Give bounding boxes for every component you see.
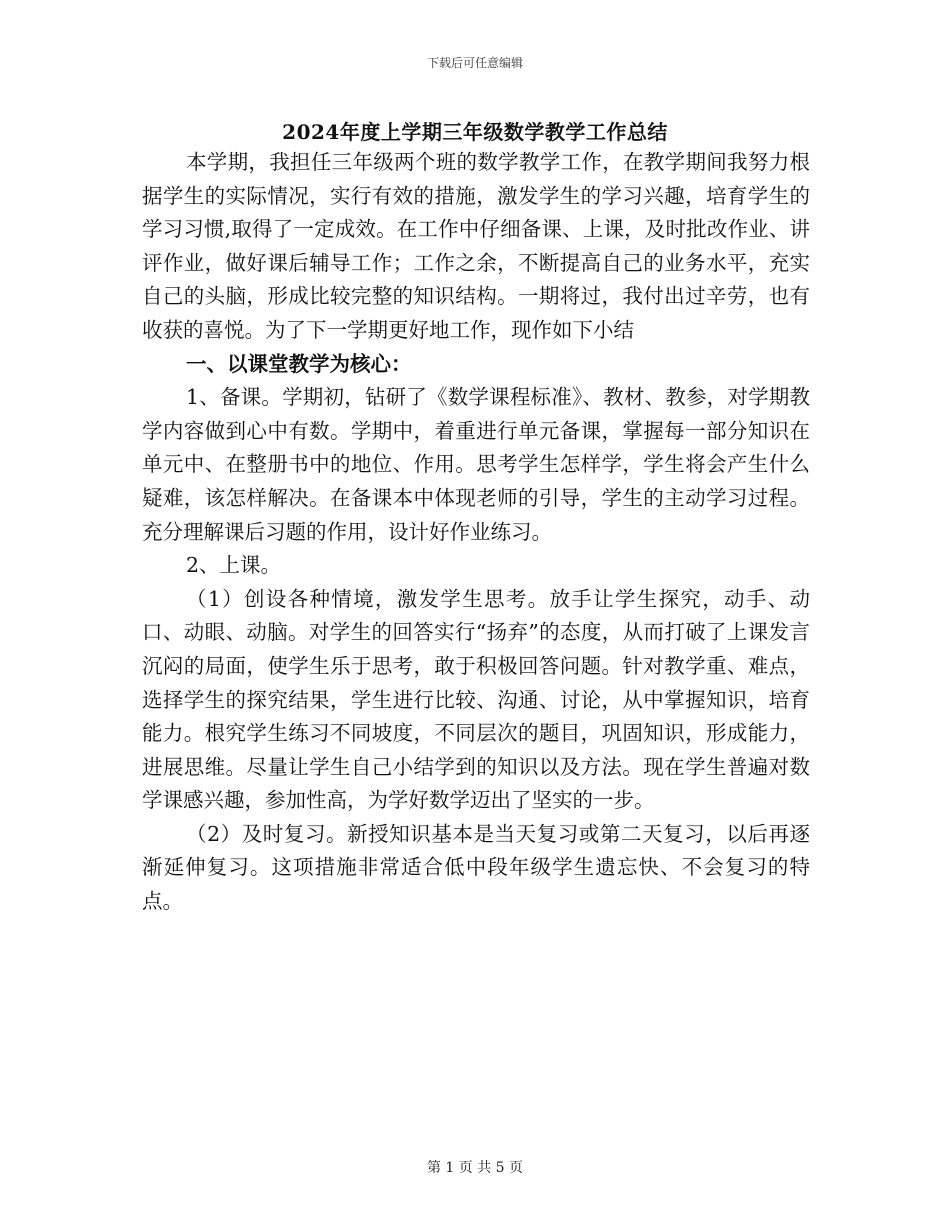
intro-paragraph: 本学期，我担任三年级两个班的数学教学工作，在教学期间我努力根据学生的实际情况，实行有效的措施，激发学生的学习兴趣，培育学生的学习习惯,取得了一定成效。在工作中仔细备课、上课，及时批改作业、讲评作业，做好课后辅导工作；工作之余，不断提高自己的业务水平，充实自己的头脑，形成比较完整的知识结构。一期将过，我付出过辛劳，也有收获的喜悦。为了下一学期更好地工作，现作如下小结: [142, 150, 810, 342]
document-body: [142, 146, 810, 919]
situation-paragraph: （1）创设各种情境，激发学生思考。放手让学生探究，动手、动口、动眼、动脑。对学生的回答实行“扬弃”的态度，从而打破了上课发言沉闷的局面，使学生乐于思考，敢于积极回答问题。针对教学重、难点，选择学生的探究结果，学生进行比较、沟通、讨论，从中掌握知识，培育能力。根究学生练习不同坡度，不同层次的题目，巩固知识，形成能力，进展思维。尽量让学生自己小结学到的知识以及方法。现在学生普遍对数学课感兴趣，参加性高，为学好数学迈出了坚实的一步。: [142, 586, 810, 813]
review-paragraph: （2）及时复习。新授知识基本是当天复习或第二天复习，以后再逐渐延伸复习。这项措施非常适合低中段年级学生遗忘快、不会复习的特点。: [142, 821, 810, 914]
document-title: 2024年度上学期三年级数学教学工作总结: [282, 120, 668, 144]
class-teaching-label: 2、上课。: [186, 553, 282, 578]
page-footer: 第 1 页 共 5 页: [426, 1160, 524, 1176]
download-note: 下载后可任意编辑: [426, 56, 523, 70]
lesson-prep-paragraph: 1、备课。学期初，钻研了《数学课程标准》、教材、教参，对学期教学内容做到心中有数。学期中，着重进行单元备课，掌握每一部分知识在单元中、在整册书中的地位、作用。思考学生怎样学，学生将会产生什么疑难，该怎样解决。在备课本中体现老师的引导，学生的主动学习过程。充分理解课后习题的作用，设计好作业练习。: [142, 385, 810, 544]
section-heading: 一、以课堂教学为核心：: [186, 351, 412, 376]
